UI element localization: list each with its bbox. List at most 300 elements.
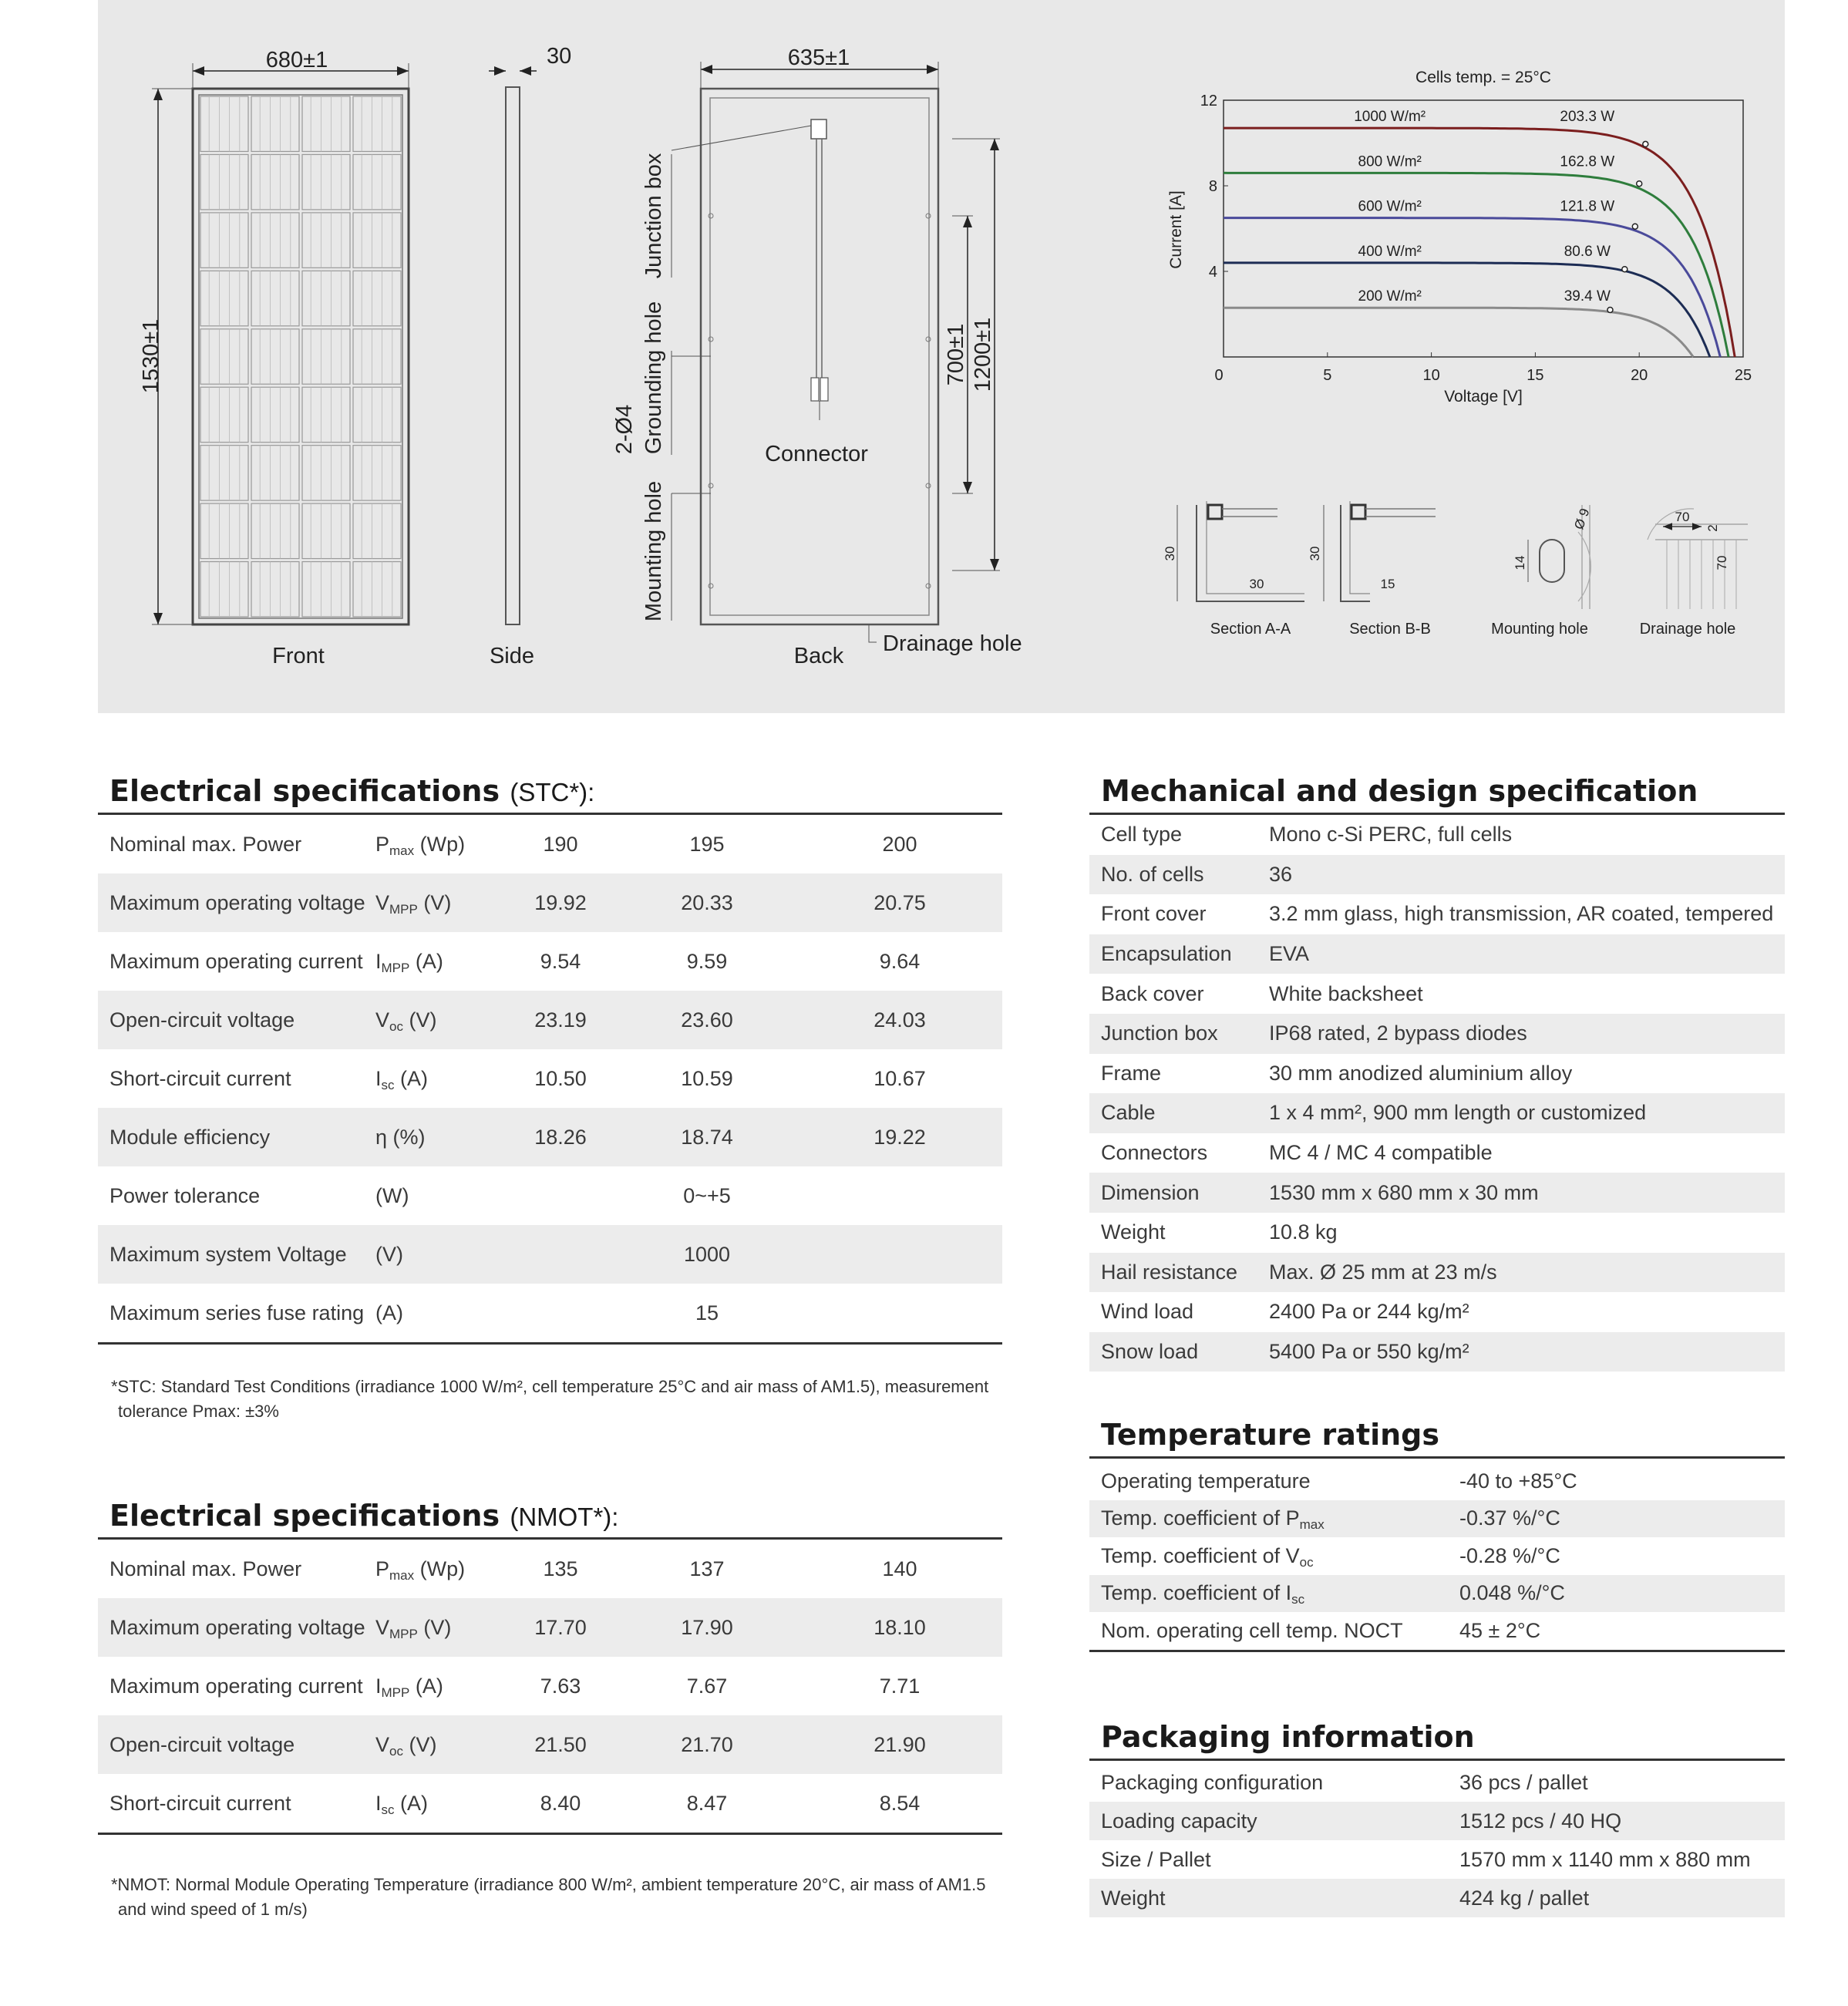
temperature-value: -0.28 %/°C xyxy=(1459,1543,1560,1567)
nmot-symbol xyxy=(375,1616,514,1640)
front-height-dim: 1530±1 xyxy=(139,318,163,394)
stc-value: 9.59 xyxy=(686,949,728,973)
solar-cell xyxy=(200,446,248,500)
drainage-hole-label: Drainage hole xyxy=(883,631,1022,656)
nmot-title xyxy=(98,1492,1002,1540)
mechanical-label xyxy=(1089,1101,1269,1125)
stc-symbol-letter: V xyxy=(375,1008,390,1032)
solar-cell xyxy=(353,387,401,442)
temperature-row xyxy=(1089,1537,1785,1575)
stc-value: 24.03 xyxy=(874,1008,926,1032)
nmot-symbol-letter: I xyxy=(375,1791,382,1815)
solar-cell xyxy=(302,154,350,209)
mechanical-label-text: Weight xyxy=(1101,1220,1166,1244)
front-cell-grid xyxy=(200,96,401,617)
temperature-section xyxy=(1089,1411,1785,1652)
junction-box-label: Junction box xyxy=(641,153,666,279)
chart-x-tick-label: 15 xyxy=(1527,367,1544,384)
mechanical-value: 30 mm anodized aluminium alloy xyxy=(1269,1061,1573,1085)
chart-y-tick-label: 4 xyxy=(1208,264,1217,281)
nmot-symbol-sub: oc xyxy=(389,1743,403,1759)
mechanical-label-text: Junction box xyxy=(1101,1022,1218,1045)
stc-row xyxy=(98,1284,1002,1342)
stc-value: 19.22 xyxy=(874,1125,926,1149)
mechanical-table xyxy=(1089,815,1785,1372)
stc-symbol xyxy=(375,950,514,974)
chart-y-tick-label: 12 xyxy=(1200,93,1217,109)
temperature-label-text: Temp. coefficient of P xyxy=(1101,1506,1300,1530)
temperature-label-sub: sc xyxy=(1291,1592,1305,1607)
stc-symbol-letter: η xyxy=(375,1125,388,1149)
drainage-hole-detail xyxy=(1640,509,1748,638)
chart-y-tick-label: 8 xyxy=(1208,178,1217,195)
mechanical-label xyxy=(1089,823,1269,846)
solar-cell xyxy=(200,562,248,617)
mechanical-row xyxy=(1089,974,1785,1014)
mechanical-label-text: Dimension xyxy=(1101,1180,1200,1204)
nmot-unit: (A) xyxy=(400,1791,429,1815)
stc-symbol xyxy=(375,1184,514,1208)
solar-cell xyxy=(251,154,299,209)
nmot-symbol-letter: V xyxy=(375,1615,390,1639)
solar-cell xyxy=(251,329,299,384)
nmot-unit: (V) xyxy=(423,1615,452,1639)
packaging-value: 1570 mm x 1140 mm x 880 mm xyxy=(1459,1847,1751,1871)
stc-value: 23.60 xyxy=(681,1008,733,1032)
solar-cell xyxy=(200,154,248,209)
packaging-row xyxy=(1089,1802,1785,1840)
grounding-hole-label: Grounding hole xyxy=(641,301,666,455)
nmot-value: 18.10 xyxy=(874,1615,926,1639)
stc-unit: (A) xyxy=(415,949,443,973)
drainage-hole-small: 2 xyxy=(1705,524,1720,532)
mechanical-label xyxy=(1089,1220,1269,1244)
drainage-hole-detail-label: Drainage hole xyxy=(1639,621,1736,638)
mechanical-label xyxy=(1089,1300,1269,1324)
connector-left xyxy=(811,378,819,401)
stc-symbol xyxy=(375,1126,514,1149)
solar-cell xyxy=(200,271,248,325)
nmot-label: Nominal max. Power xyxy=(109,1557,302,1580)
chart-series-label: 400 W/m² xyxy=(1358,243,1422,260)
solar-cell xyxy=(302,387,350,442)
mechanical-value: MC 4 / MC 4 compatible xyxy=(1269,1141,1493,1165)
chart-mpp-point xyxy=(1607,307,1613,312)
mechanical-row xyxy=(1089,855,1785,895)
stc-row xyxy=(98,1049,1002,1108)
temperature-label xyxy=(1089,1581,1459,1605)
solar-cell xyxy=(353,503,401,558)
mechanical-value: 5400 Pa or 550 kg/m² xyxy=(1269,1340,1469,1364)
front-panel-outline xyxy=(193,89,409,624)
stc-symbol xyxy=(375,1301,514,1325)
stc-title xyxy=(98,767,1002,815)
nmot-label: Maximum operating current xyxy=(109,1674,363,1698)
stc-label: Power tolerance xyxy=(109,1183,261,1207)
packaging-label xyxy=(1089,1809,1459,1833)
chart-x-tick-label: 10 xyxy=(1422,367,1440,384)
stc-value: 15 xyxy=(695,1301,719,1324)
section-b-label: Section B-B xyxy=(1349,621,1431,638)
stc-value: 18.26 xyxy=(534,1125,587,1149)
temperature-value: 45 ± 2°C xyxy=(1459,1618,1541,1642)
mounting-hole-diameter: Ø 9 xyxy=(1571,506,1593,532)
temperature-label-text: Operating temperature xyxy=(1101,1469,1311,1493)
stc-symbol-letter: I xyxy=(375,1066,382,1090)
mechanical-label xyxy=(1089,942,1269,966)
nmot-symbol xyxy=(375,1557,514,1581)
solar-cell xyxy=(353,329,401,384)
stc-label: Short-circuit current xyxy=(109,1066,291,1090)
nmot-value: 17.70 xyxy=(534,1615,587,1639)
solar-cell xyxy=(353,154,401,209)
temperature-label-text: Nom. operating cell temp. NOCT xyxy=(1101,1618,1403,1642)
packaging-row xyxy=(1089,1879,1785,1917)
stc-value: 195 xyxy=(689,832,725,856)
section-a-height: 30 xyxy=(1163,546,1177,561)
side-label: Side xyxy=(489,644,535,668)
mechanical-row xyxy=(1089,815,1785,855)
temperature-label xyxy=(1089,1469,1459,1493)
stc-label: Module efficiency xyxy=(109,1125,271,1149)
mechanical-label xyxy=(1089,1022,1269,1045)
solar-cell xyxy=(302,96,350,151)
stc-unit: (V) xyxy=(409,1008,437,1032)
grounding-spec-label: 2-Ø4 xyxy=(612,404,637,455)
mechanical-label xyxy=(1089,1340,1269,1364)
chart-power-label: 80.6 W xyxy=(1564,243,1611,260)
back-width-dim: 635±1 xyxy=(787,45,850,70)
nmot-symbol xyxy=(375,1792,514,1816)
stc-value: 19.92 xyxy=(534,890,587,914)
stc-symbol-sub: max xyxy=(389,843,415,858)
chart-series-line xyxy=(1224,263,1710,357)
stc-value: 20.75 xyxy=(874,890,926,914)
nmot-value: 135 xyxy=(543,1557,578,1580)
solar-cell xyxy=(302,329,350,384)
stc-symbol xyxy=(375,891,514,915)
chart-series-label: 1000 W/m² xyxy=(1354,109,1426,126)
stc-table xyxy=(98,815,1002,1345)
nmot-symbol xyxy=(375,1674,514,1698)
solar-cell xyxy=(302,446,350,500)
mechanical-row xyxy=(1089,1014,1785,1054)
temperature-table xyxy=(1089,1459,1785,1652)
section-a-width: 30 xyxy=(1249,577,1264,591)
mechanical-value: 2400 Pa or 244 kg/m² xyxy=(1269,1300,1469,1324)
stc-value: 10.67 xyxy=(874,1066,926,1090)
mechanical-value: Mono c-Si PERC, full cells xyxy=(1269,823,1513,846)
nmot-unit: (Wp) xyxy=(419,1557,466,1580)
mechanical-label-text: No. of cells xyxy=(1101,862,1204,886)
mechanical-label-text: Cable xyxy=(1101,1101,1156,1125)
nmot-value: 21.50 xyxy=(534,1732,587,1756)
mechanical-label xyxy=(1089,1062,1269,1085)
stc-row xyxy=(98,991,1002,1049)
section-a-a xyxy=(1163,501,1304,638)
stc-label: Maximum system Voltage xyxy=(109,1242,347,1266)
packaging-label xyxy=(1089,1848,1459,1872)
temperature-value: 0.048 %/°C xyxy=(1459,1581,1565,1605)
solar-cell xyxy=(353,446,401,500)
nmot-symbol-letter: I xyxy=(375,1674,382,1698)
mounting-hole-detail-label: Mounting hole xyxy=(1491,621,1588,638)
section-b-width: 15 xyxy=(1380,577,1395,591)
mechanical-row xyxy=(1089,934,1785,974)
packaging-section xyxy=(1089,1713,1785,1917)
chart-series-line xyxy=(1224,173,1729,357)
solar-cell xyxy=(302,562,350,617)
nmot-value: 21.90 xyxy=(874,1732,926,1756)
chart-series-label: 600 W/m² xyxy=(1358,198,1422,215)
back-panel-outline xyxy=(701,89,938,624)
dim-1200-label: 1200±1 xyxy=(971,317,995,392)
mechanical-label-text: Encapsulation xyxy=(1101,942,1232,966)
temperature-label xyxy=(1089,1506,1459,1533)
packaging-value: 1512 pcs / 40 HQ xyxy=(1459,1809,1622,1833)
stc-row xyxy=(98,932,1002,991)
temperature-label xyxy=(1089,1544,1459,1568)
packaging-label-text: Weight xyxy=(1101,1886,1166,1910)
chart-ticks xyxy=(1200,93,1752,384)
nmot-value: 8.54 xyxy=(879,1791,921,1815)
mechanical-row xyxy=(1089,894,1785,934)
chart-mpp-point xyxy=(1637,181,1642,187)
mounting-hole-height: 14 xyxy=(1513,555,1527,570)
stc-symbol xyxy=(375,1008,514,1032)
solar-cell xyxy=(251,446,299,500)
stc-value: 9.64 xyxy=(879,949,921,973)
stc-symbol xyxy=(375,1243,514,1267)
chart-x-tick-label: 5 xyxy=(1323,367,1332,384)
nmot-value: 21.70 xyxy=(681,1732,733,1756)
mechanical-section xyxy=(1089,767,1785,1372)
mechanical-label-text: Front cover xyxy=(1101,902,1207,926)
packaging-title: Packaging information xyxy=(1089,1713,1785,1761)
nmot-symbol-sub: MPP xyxy=(389,1626,418,1641)
stc-value: 18.74 xyxy=(681,1125,733,1149)
mechanical-value: White backsheet xyxy=(1269,981,1423,1005)
stc-value: 23.19 xyxy=(534,1008,587,1032)
temperature-label-sub: oc xyxy=(1299,1554,1314,1570)
stc-row xyxy=(98,1108,1002,1166)
stc-title-suffix: (STC*): xyxy=(510,778,595,806)
stc-value: 10.50 xyxy=(534,1066,587,1090)
nmot-label: Maximum operating voltage xyxy=(109,1615,365,1639)
stc-unit: (V) xyxy=(375,1242,403,1266)
section-b-height: 30 xyxy=(1308,546,1322,561)
mechanical-label-text: Frame xyxy=(1101,1061,1162,1085)
nmot-value: 7.71 xyxy=(879,1674,921,1698)
section-a-label: Section A-A xyxy=(1210,621,1291,638)
stc-unit: (A) xyxy=(375,1301,403,1324)
chart-series-label: 200 W/m² xyxy=(1358,288,1422,305)
temperature-title: Temperature ratings xyxy=(1089,1411,1785,1459)
nmot-symbol-letter: V xyxy=(375,1732,390,1756)
nmot-symbol xyxy=(375,1733,514,1757)
stc-value: 190 xyxy=(543,832,578,856)
stc-unit: (V) xyxy=(423,890,452,914)
solar-cell xyxy=(353,271,401,325)
packaging-label-text: Loading capacity xyxy=(1101,1809,1257,1833)
solar-cell xyxy=(200,96,248,151)
chart-ylabel: Current [A] xyxy=(1167,190,1185,269)
mechanical-label-text: Snow load xyxy=(1101,1340,1199,1364)
temperature-label-sub: max xyxy=(1299,1517,1325,1533)
solar-cell xyxy=(251,271,299,325)
stc-symbol-sub: sc xyxy=(381,1077,395,1092)
packaging-value: 424 kg / pallet xyxy=(1459,1886,1590,1910)
chart-mpp-point xyxy=(1632,224,1638,229)
solar-cell xyxy=(251,562,299,617)
stc-value: 0~+5 xyxy=(683,1183,731,1207)
mechanical-row xyxy=(1089,1253,1785,1293)
stc-label: Nominal max. Power xyxy=(109,832,302,856)
nmot-note-line1: *NMOT: Normal Module Operating Temperature (irradiance 800 W/m², ambient temperature 20°C, air mass of AM1.5 xyxy=(111,1875,986,1894)
mechanical-row xyxy=(1089,1133,1785,1173)
stc-row xyxy=(98,873,1002,932)
nmot-symbol-sub: sc xyxy=(381,1802,395,1817)
chart-power-label: 162.8 W xyxy=(1560,153,1615,170)
chart-series-line xyxy=(1224,308,1693,357)
packaging-label-text: Size / Pallet xyxy=(1101,1847,1211,1871)
mechanical-row xyxy=(1089,1054,1785,1094)
mechanical-label-text: Cell type xyxy=(1101,823,1183,846)
stc-value: 20.33 xyxy=(681,890,733,914)
nmot-note-line2: and wind speed of 1 m/s) xyxy=(118,1900,308,1919)
chart-power-label: 121.8 W xyxy=(1560,198,1615,215)
nmot-title-text: Electrical specifications xyxy=(109,1499,500,1533)
mechanical-label xyxy=(1089,902,1269,926)
stc-unit: (W) xyxy=(375,1183,409,1207)
temperature-label xyxy=(1089,1619,1459,1643)
stc-row xyxy=(98,1225,1002,1284)
stc-unit: (Wp) xyxy=(419,832,466,856)
packaging-label xyxy=(1089,1887,1459,1910)
stc-label: Maximum series fuse rating xyxy=(109,1301,365,1324)
front-view xyxy=(139,48,409,668)
mechanical-row xyxy=(1089,1332,1785,1372)
mechanical-value: IP68 rated, 2 bypass diodes xyxy=(1269,1022,1527,1045)
stc-symbol-letter: I xyxy=(375,949,382,973)
stc-symbol-sub: MPP xyxy=(381,960,410,975)
chart-x-tick-label: 20 xyxy=(1631,367,1648,384)
stc-title-text: Electrical specifications xyxy=(109,774,500,808)
stc-symbol-sub: oc xyxy=(389,1018,403,1034)
nmot-value: 140 xyxy=(882,1557,917,1580)
solar-cell xyxy=(200,503,248,558)
solar-cell xyxy=(353,213,401,268)
mechanical-label-text: Connectors xyxy=(1101,1141,1208,1165)
solar-cell xyxy=(251,503,299,558)
nmot-title-suffix: (NMOT*): xyxy=(510,1503,619,1531)
stc-value: 10.59 xyxy=(681,1066,733,1090)
mechanical-value: Max. Ø 25 mm at 23 m/s xyxy=(1269,1260,1497,1284)
mechanical-row xyxy=(1089,1173,1785,1213)
mechanical-row xyxy=(1089,1292,1785,1332)
iv-curve-chart xyxy=(1167,69,1752,406)
stc-label: Maximum operating voltage xyxy=(109,890,365,914)
mechanical-label xyxy=(1089,982,1269,1006)
mechanical-title: Mechanical and design specification xyxy=(1089,767,1785,815)
nmot-row xyxy=(98,1598,1002,1657)
chart-mpp-point xyxy=(1643,141,1648,146)
solar-cell xyxy=(353,562,401,617)
temperature-row xyxy=(1089,1575,1785,1613)
technical-drawing xyxy=(98,0,1785,713)
mechanical-value: 1 x 4 mm², 900 mm length or customized xyxy=(1269,1101,1647,1125)
nmot-symbol-sub: MPP xyxy=(381,1685,410,1700)
packaging-label-text: Packaging configuration xyxy=(1101,1770,1324,1794)
back-view xyxy=(612,45,1022,668)
mechanical-row xyxy=(1089,1093,1785,1133)
stc-symbol xyxy=(375,1067,514,1091)
nmot-section xyxy=(98,1492,1002,1835)
nmot-symbol-letter: P xyxy=(375,1557,390,1580)
junction-box-shape xyxy=(811,119,826,139)
chart-x-tick-label: 25 xyxy=(1734,367,1752,384)
stc-row xyxy=(98,815,1002,873)
stc-note-line1: *STC: Standard Test Conditions (irradiance 1000 W/m², cell temperature 25°C and air mass of AM1.5), measurement xyxy=(111,1377,989,1396)
chart-mpp-point xyxy=(1622,267,1628,272)
nmot-note xyxy=(111,1873,1021,1922)
mechanical-label xyxy=(1089,1181,1269,1205)
solar-cell xyxy=(200,213,248,268)
mechanical-value: 10.8 kg xyxy=(1269,1220,1338,1244)
mounting-hole-detail xyxy=(1491,505,1592,638)
packaging-row xyxy=(1089,1840,1785,1879)
chart-series-line xyxy=(1224,218,1720,357)
nmot-row xyxy=(98,1774,1002,1833)
back-label: Back xyxy=(793,644,844,668)
chart-plot-area xyxy=(1224,100,1743,357)
nmot-row xyxy=(98,1657,1002,1715)
packaging-row xyxy=(1089,1763,1785,1802)
temperature-label-text: Temp. coefficient of V xyxy=(1101,1543,1300,1567)
nmot-table xyxy=(98,1540,1002,1835)
chart-xlabel: Voltage [V] xyxy=(1444,388,1523,406)
mechanical-label xyxy=(1089,863,1269,887)
nmot-unit: (A) xyxy=(415,1674,443,1698)
temperature-row xyxy=(1089,1612,1785,1650)
stc-note xyxy=(111,1375,1021,1424)
nmot-label: Open-circuit voltage xyxy=(109,1732,295,1756)
side-view xyxy=(489,44,571,668)
nmot-value: 17.90 xyxy=(681,1615,733,1639)
mechanical-label-text: Back cover xyxy=(1101,981,1204,1005)
chart-power-label: 39.4 W xyxy=(1564,288,1611,305)
mechanical-label xyxy=(1089,1141,1269,1165)
chart-power-label: 203.3 W xyxy=(1560,109,1615,126)
solar-cell xyxy=(302,213,350,268)
stc-unit: (%) xyxy=(392,1125,426,1149)
nmot-value: 7.63 xyxy=(540,1674,581,1698)
side-depth-dim: 30 xyxy=(547,44,572,69)
stc-symbol-sub: MPP xyxy=(389,901,418,917)
mechanical-value: EVA xyxy=(1269,942,1310,966)
mechanical-value: 3.2 mm glass, high transmission, AR coated, tempered xyxy=(1269,902,1774,926)
connector-right xyxy=(820,378,828,401)
nmot-row xyxy=(98,1540,1002,1598)
stc-section xyxy=(98,767,1002,1345)
chart-curves xyxy=(1224,109,1735,357)
mechanical-value: 1530 mm x 680 mm x 30 mm xyxy=(1269,1180,1539,1204)
mechanical-row xyxy=(1089,1213,1785,1253)
stc-label: Maximum operating current xyxy=(109,949,363,973)
nmot-value: 137 xyxy=(689,1557,725,1580)
packaging-table xyxy=(1089,1761,1785,1917)
nmot-value: 8.40 xyxy=(540,1791,581,1815)
